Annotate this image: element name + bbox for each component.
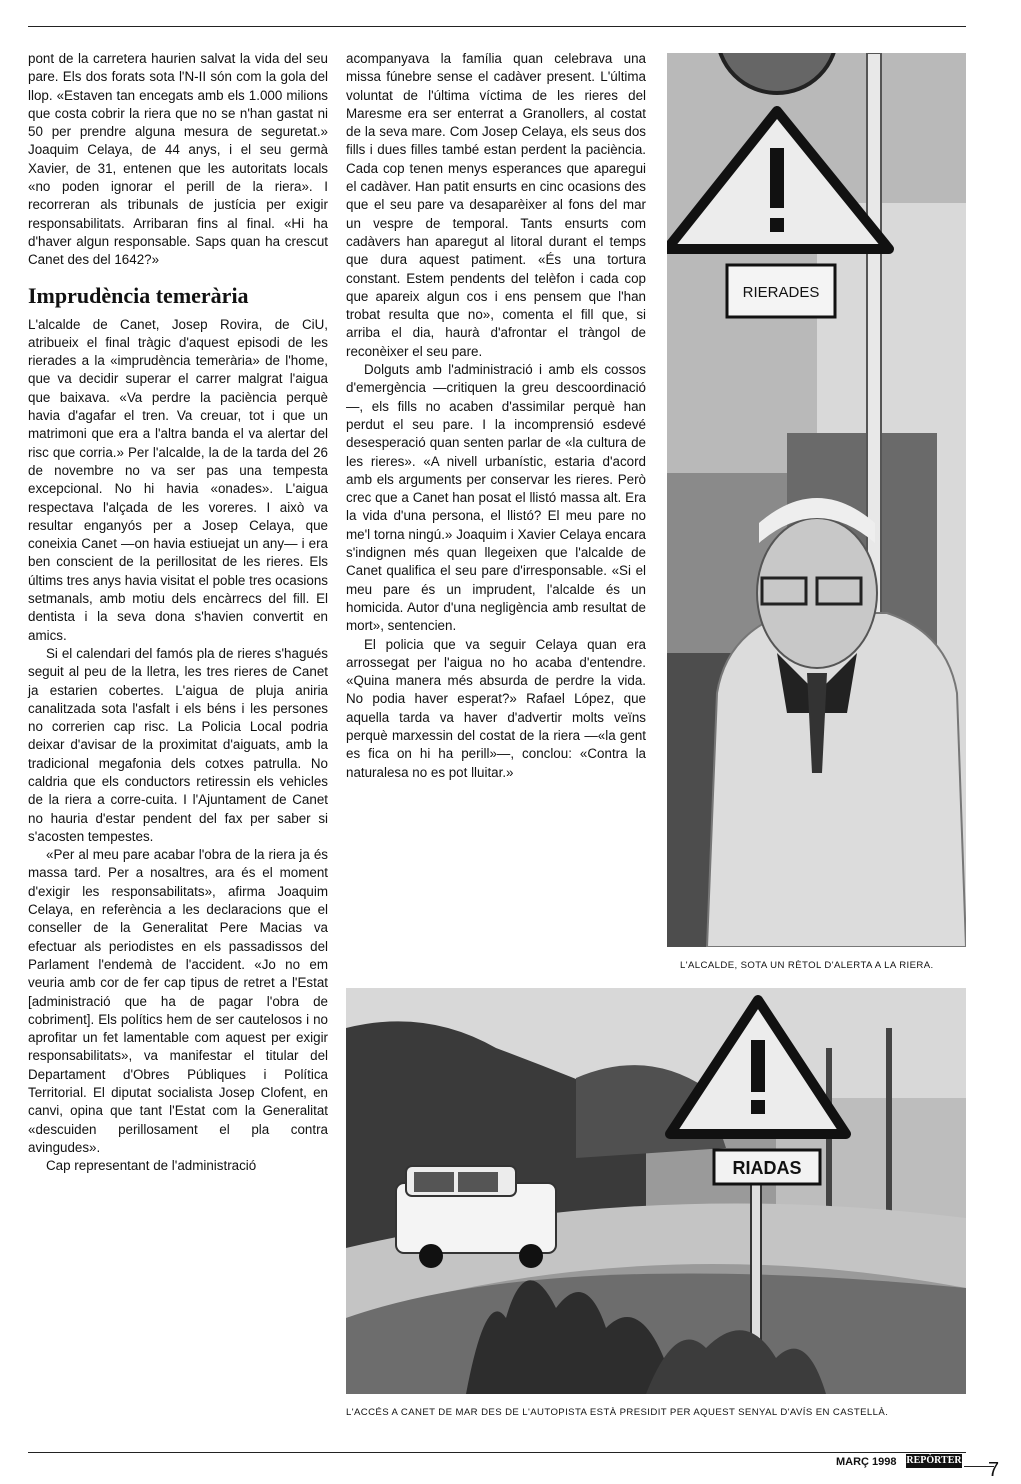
photo-caption: L'ACCÉS A CANET DE MAR DES DE L'AUTOPISTA ESTÀ PRESIDIT PER AQUEST SENYAL D'AVÍS EN CASTELLÀ. — [346, 1407, 889, 1418]
article-column-1 — [28, 50, 328, 1176]
issue-date: MARÇ 1998 — [836, 1456, 897, 1468]
paragraph: Dolguts amb l'administració i amb els cossos d'emergència —critiquen la greu descoordinació—, els fills no acaben d'assimilar perquè han perdut el seu pare. I la incomprensió esdevé desesperació quan senten parlar de «la cultura de les rieres». «A nivell urbanístic, estaria d'acord amb els arguments per conservar les rieres. Però crec que a Canet han posat el llistó massa alt. Era la vida d'una persona, el llistó? El meu pare no me'l torna ningú.» Joaquim i Xavier Celaya encara s'indignen més quan llegeixen que l'alcalde de Canet qualifica el seu pare d'irresponsable. «Si el meu pare és un imprudent, l'alcalde és un homicida. Autor d'una negligència amb resultat de mort», sentencien. — [346, 362, 646, 634]
paragraph: acompanyava la família quan celebrava una missa fúnebre sense el cadàver present. L'última voluntat de l'última víctima de les rieres del Maresme era ser enterrat a Granollers, al costat de la seva mare. Com Josep Celaya, els seus dos fills i dues filles també estan perdent la paciència. Cada cop tenen menys esperances que aparegui el cadàver. Han patit ensurts en cinc ocasions des que el seu pare va desaparèixer al fons del mar un vespre de temporal. Tants ensurts com cadàvers han aparegut al litoral durant el temps que dura aquest patiment. «És una tortura constant. Estem pendents del telèfon i cada cop que apareix algun cos i ens pensem que l'han trobat resulta que no», comenta el fill que, si arriba el dia, haurà d'afrontar el tràngol de reconèixer el seu pare. — [346, 51, 646, 359]
sign-text-riadas: RIADAS — [732, 1158, 802, 1178]
photo-caption: L'ALCALDE, SOTA UN RÈTOL D'ALERTA A LA RIERA. — [680, 960, 934, 971]
subheading: Imprudència temerària — [28, 282, 249, 308]
article-column-2 — [346, 50, 646, 782]
paragraph: pont de la carretera haurien salvat la vida del seu pare. Els dos forats sota l'N-II són com la gola del llop. «Estaven tan encegats amb els 1.000 milions que costa cobrir la riera que no se n'han gastat ni 50 per prendre alguna mesura de seguretat.» Joaquim Celaya, de 44 anys, i el seu germà Xavier, de 31, entenen que les autoritats locals «no poden ignorar el perill de la riera». I recorreran als tribunals de justícia per exigir responsabilitats. Arribaran fins al final. «Hi ha d'haver algun responsable. Saps quan ha crescut Canet des del 1642?» — [28, 51, 328, 268]
paragraph: L'alcalde de Canet, Josep Rovira, de CiU, atribueix el final tràgic d'aquest episodi de les rierades a la «imprudència temerària» de l'home, que va decidir superar el carrer malgrat l'aigua que baixava. «Va perdre la paciència perquè havia d'agafar el tren. Va creuar, tot i que un matrimoni que era a l'altra banda el va alertar del risc que corria.» Per l'alcalde, la de la tarda del 26 de novembre no va ser pas una tempesta excepcional. No hi havia «onades». L'aigua respectava l'alçada de les voreres. I això va resultar enganyós per a Josep Celaya, que coneixia Canet —on havia estiuejat un any— i era ben conscient de la perillositat de les rieres. Els últims tres anys havia visitat el poble tres ocasions setmanals, amb motiu dels encàrrecs del fill. El dentista i la seva dona s'havien convertit en amics. — [28, 316, 328, 643]
top-rule — [28, 26, 966, 27]
bottom-rule — [28, 1452, 966, 1453]
sign-text-rierades: RIERADES — [742, 284, 820, 301]
photo-mayor-under-sign — [667, 53, 966, 947]
paragraph: El policia que va seguir Celaya quan era arrossegat per l'aigua no ho acaba d'entendre. «Quina manera més absurda de perdre la vida. No podia haver esperat?» Rafael López, que aquella tarda va haver d'advertir molts veïns perquè marxessin del costat de la riera —«la gent es fica on hi ha perill»—, conclou: «Contra la naturalesa no es pot lluitar.» — [346, 636, 646, 780]
photo-mayor-illustration — [667, 53, 966, 947]
page-number: 7 — [988, 1459, 1000, 1481]
paragraph: Si el calendari del famós pla de rieres s'hagués seguit al peu de la lletra, les tres rieres de Canet ja estarien cobertes. L'aigua de pluja aniria canalitzada sota l'asfalt i els béns i les persones no correrien cap risc. La Policia Local podria deixar d'avisar de la proximitat d'aiguats, amb la tradicional megafonia dels cotxes patrulla. No caldria que els conductors retiressin els vehicles de la riera a corre-cuita. I l'Ajuntament de Canet no hauria d'estar pendent del fax per saber si s'acosten tempestes. — [28, 645, 328, 844]
photo-riadas-sign-road — [346, 988, 966, 1394]
paragraph: Cap representant de l'administració — [46, 1158, 257, 1174]
paragraph: «Per al meu pare acabar l'obra de la riera ja és massa tard. Per a nosaltres, ara és el moment d'exigir les responsabilitats», afirma Joaquim Celaya, en referència a les declaracions que el conseller de la Generalitat Pere Macias va efectuar als periodistes en els passadissos del Parlament l'endemà de l'accident. «Jo no em veuria amb cor de fer cap tipus de retret a l'Estat [administració que ha de pagar l'obra de cobriment]. Els polítics hem de ser cautelosos i no aprofitar un fet lamentable com aquest per exigir responsabilitats», va manifestar el titular del Departament d'Obres Públiques i Política Territorial. El diputat socialista Josep Clofent, en canvi, opina que tant l'Estat com la Generalitat «descuiden perillosament el pla contra avingudes». — [28, 847, 328, 1155]
magazine-logo: REPÒRTER — [906, 1455, 962, 1466]
photo-road-illustration — [346, 988, 966, 1394]
